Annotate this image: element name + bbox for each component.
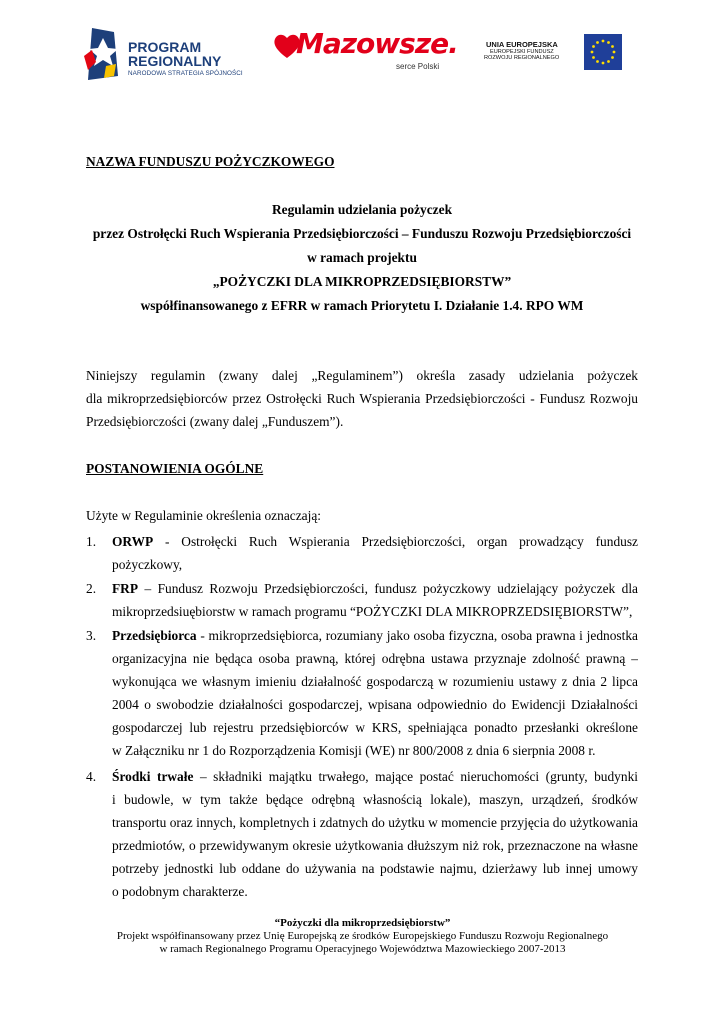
title-line-3: w ramach projektu: [307, 250, 417, 265]
mazowsze-logo: [272, 27, 458, 80]
definition-text-part: - mikroprzedsiębiorca, rozumiany jako osoba fizyczna, osoba prawna i jednostka: [200, 628, 638, 643]
definition-text-part: – Fundusz Rozwoju Przedsiębiorczości, fundusz pożyczkowy udzielający pożyczek dla: [144, 581, 638, 596]
definition-term: Środki trwałe: [112, 769, 194, 784]
definition-4-line-3: transportu oraz innych, kompletnych i zdatnych do użytku w momencie przyjęcia do użytkowania: [112, 815, 638, 830]
definition-4-line-2: i budowle, w tym także będące odrębną własnością lokale), maszyn, urządzeń, środków: [112, 792, 638, 807]
definition-3-line-6: w Załączniku nr 1 do Rozporządzenia Komisji (WE) nr 800/2008 z dnia 6 sierpnia 2008 r.: [112, 743, 596, 758]
definition-term: ORWP: [112, 534, 154, 549]
eu-flag-icon: [584, 34, 622, 70]
mazowsze-tagline: serce Polski: [396, 62, 440, 71]
mazowsze-wordmark: Mazowsze.: [296, 27, 458, 60]
title-line-4: „POŻYCZKI DLA MIKROPRZEDSIĘBIORSTW”: [212, 274, 512, 289]
definition-number: 3.: [86, 628, 97, 643]
definition-number: 1.: [86, 534, 97, 549]
efrr-label: [484, 49, 560, 61]
page-footer: [0, 917, 725, 956]
definition-number: 4.: [86, 769, 97, 784]
definition-text-part: - Ostrołęcki Ruch Wspierania Przedsiębiorczości, organ prowadzący fundusz: [165, 534, 638, 549]
section-heading: POSTANOWIENIA OGÓLNE: [86, 461, 264, 476]
definition-number: 2.: [86, 581, 97, 596]
definition-3-line-2: organizacyjna nie będąca osoba prawną, której odrębna ustawa przyznaje zdolność prawną –: [112, 651, 638, 666]
definition-3-line-3: wykonująca we własnym imieniu działalność gospodarczą w rozumieniu ustawy z dnia 2 lipca: [112, 674, 638, 689]
definition-1-line-1: [112, 534, 638, 550]
efrr-line1: EUROPEJSKI FUNDUSZ: [490, 49, 554, 55]
header-logos: [0, 22, 725, 82]
footer-cofinancing-line: Projekt współfinansowany przez Unię Europejską ze środków Europejskiego Funduszu Rozwoju Regionalnego: [116, 930, 609, 942]
program-regionalny-star-icon: [84, 26, 120, 82]
definition-3-line-5: gospodarczej lub rejestru przedsiębiorców w KRS, spełniająca ponadto przesłanki określone: [112, 720, 638, 735]
program-label: PROGRAM: [128, 39, 202, 55]
efrr-line2: ROZWOJU REGIONALNEGO: [484, 55, 560, 61]
eu-label: UNIA EUROPEJSKA: [486, 40, 558, 49]
definition-4-line-4: przedmiotów, o przewidywanym okresie użytkowania dłuższym niż rok, przeznaczone na własne: [112, 838, 638, 853]
definition-2-line-1: [112, 581, 638, 597]
strategia-label: NARODOWA STRATEGIA SPÓJNOŚCI: [128, 70, 243, 77]
definition-4-line-1: [112, 769, 638, 785]
definition-4-line-6: o podobnym charakterze.: [112, 884, 248, 899]
regionalny-label: REGIONALNY: [128, 53, 222, 69]
definition-text-part: – składniki majątku trwałego, mające postać nieruchomości (grunty, budynki: [199, 769, 638, 784]
definition-4-line-5: potrzeby jednostki lub oddane do używania na podstawie najmu, dzierżawy lub innej umowy: [112, 861, 638, 876]
definition-2-line-2: mikroprzedsiuębiorstw w ramach programu “POŻYCZKI DLA MIKROPRZEDSIĘBIORSTW”,: [112, 604, 633, 619]
eu-logo: [484, 34, 624, 74]
title-line-1: Regulamin udzielania pożyczek: [271, 202, 453, 217]
definition-1-line-2: pożyczkowy,: [112, 557, 183, 572]
definition-3-line-1: [112, 628, 638, 644]
definitions-intro: Użyte w Regulaminie określenia oznaczają:: [86, 508, 321, 523]
program-regionalny-logo: [84, 26, 254, 82]
definition-text: [153, 534, 638, 549]
intro-line-1: Niniejszy regulamin (zwany dalej „Regulaminem”) określa zasady udzielania pożyczek: [86, 368, 638, 383]
definition-term: FRP: [112, 581, 139, 596]
intro-line-2: dla mikroprzedsiębiorców przez Ostrołęcki Ruch Wspierania Przedsiębiorczości - Fundusz Rozwoju: [86, 391, 638, 406]
definition-3-line-4: 2004 o swobodzie działalności gospodarczej, wpisana odpowiednio do Ewidencji Działalności: [112, 697, 638, 712]
footer-program-line: w ramach Regionalnego Programu Operacyjnego Województwa Mazowieckiego 2007-2013: [159, 943, 566, 955]
title-line-5: współfinansowanego z EFRR w ramach Priorytetu I. Działanie 1.4. RPO WM: [140, 298, 584, 313]
title-line-2: przez Ostrołęcki Ruch Wspierania Przedsiębiorczości – Funduszu Rozwoju Przedsiębiorczości: [92, 226, 632, 241]
intro-line-3: Przedsiębiorczości (zwany dalej „Funduszem”).: [86, 414, 344, 429]
footer-project-title: “Pożyczki dla mikroprzedsiębiorstw”: [274, 917, 451, 929]
definition-term: Przedsiębiorca: [112, 628, 197, 643]
fund-heading: NAZWA FUNDUSZU POŻYCZKOWEGO: [86, 154, 335, 169]
